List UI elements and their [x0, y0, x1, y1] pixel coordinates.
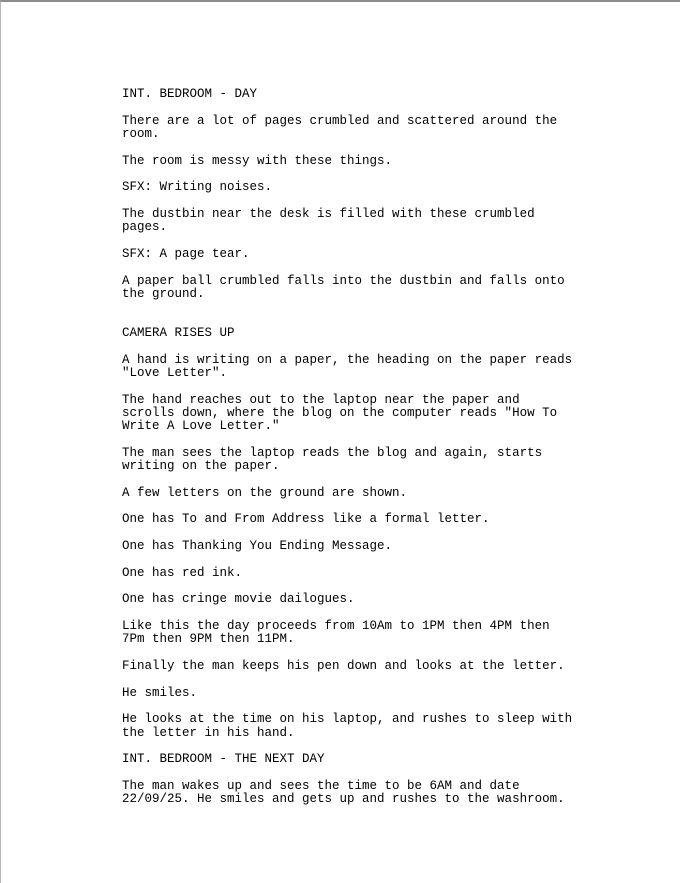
action-line: The man sees the laptop reads the blog and again, starts writing on the paper. — [122, 445, 543, 473]
action-line: A hand is writing on a paper, the heading on the paper reads "Love Letter". — [122, 352, 573, 380]
action-line: He smiles. — [122, 685, 198, 700]
action-line: A paper ball crumbled falls into the dustbin and falls onto the ground. — [122, 273, 565, 301]
action-line: A few letters on the ground are shown. — [122, 485, 408, 500]
action-line: The hand reaches out to the laptop near the paper and scrolls down, where the blog on the computer reads "How To Write A Love Letter." — [122, 392, 558, 434]
shot-direction: CAMERA RISES UP — [122, 326, 235, 341]
action-line: Like this the day proceeds from 10Am to 1PM then 4PM then 7Pm then 9PM then 11PM. — [122, 619, 550, 647]
action-line: Finally the man keeps his pen down and looks at the letter. — [122, 659, 565, 674]
action-line: One has To and From Address like a formal letter. — [122, 512, 490, 527]
action-line: The dustbin near the desk is filled with these crumbled pages. — [122, 207, 535, 235]
sfx-line: SFX: A page tear. — [122, 246, 250, 261]
script-body — [122, 88, 622, 820]
action-line: The room is messy with these things. — [122, 153, 393, 168]
action-line: He looks at the time on his laptop, and rushes to sleep with the letter in his hand. — [122, 712, 573, 740]
action-line: One has cringe movie dailogues. — [122, 592, 355, 607]
action-line: One has Thanking You Ending Message. — [122, 539, 393, 554]
action-line: One has red ink. — [122, 565, 243, 580]
scene-heading: INT. BEDROOM - THE NEXT DAY — [122, 752, 325, 767]
scene-heading: INT. BEDROOM - DAY — [122, 87, 258, 101]
action-line: There are a lot of pages crumbled and scattered around the room. — [122, 113, 558, 141]
sfx-line: SFX: Writing noises. — [122, 180, 273, 195]
action-line: The man wakes up and sees the time to be 6AM and date 22/09/25. He smiles and gets up and rushes to the washroom. — [122, 779, 565, 807]
